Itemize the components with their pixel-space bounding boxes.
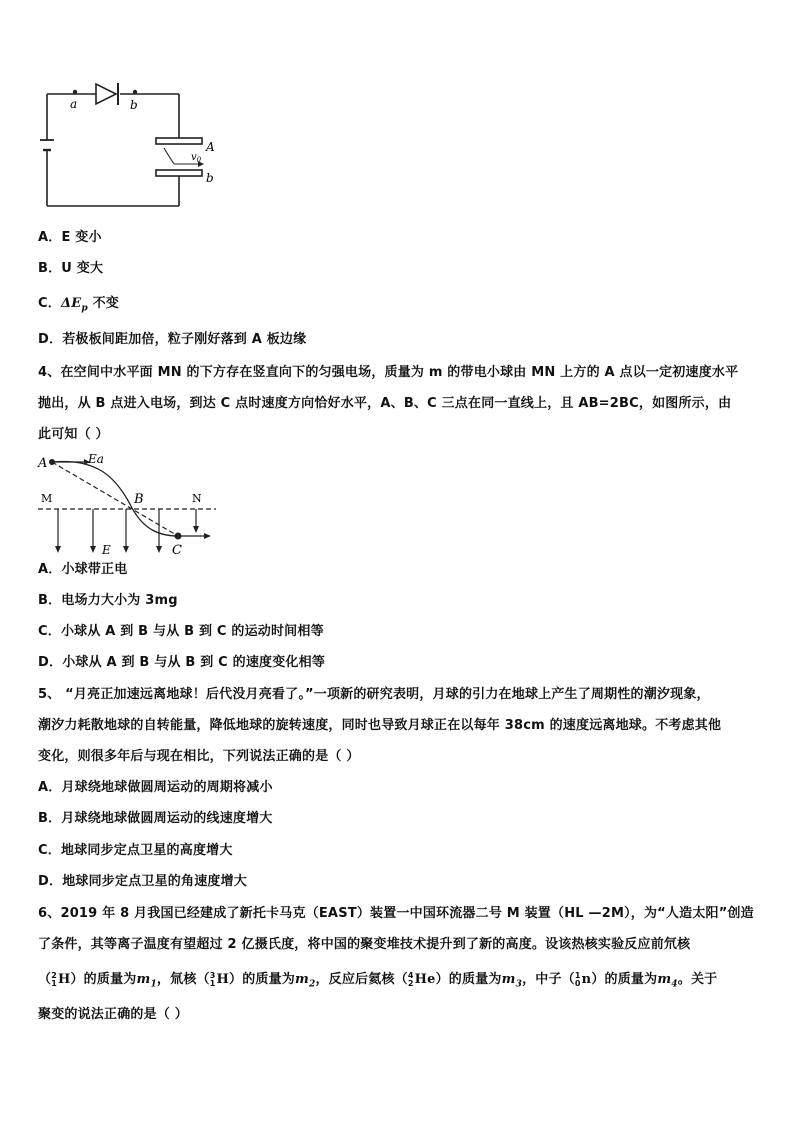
q4-option-c: C．小球从 A 到 B 与从 B 到 C 的运动时间相等 [38,624,324,639]
q5-option-d: D．地球同步定点卫星的角速度增大 [38,874,247,889]
velocity-label-Ea: Ea [88,452,104,466]
q3-option-c-formula: $\Delta E_p$ [60,296,88,314]
isotope-tritium: 3 1 [209,970,216,988]
mass-m1: $m_1$ [136,972,157,990]
q3-option-c-suffix: 不变 [87,296,119,311]
q3-option-a: A．E 变小 [38,230,102,245]
q3-option-c [38,295,764,318]
q4-option-a: A．小球带正电 [38,562,128,577]
line-label-N: N [192,492,202,505]
q5-option-a: A．月球绕地球做圆周运动的周期将减小 [38,780,273,795]
q3-option-d: D．若极板间距加倍，粒子刚好落到 A 板边缘 [38,332,307,347]
q4-stem-line3: 此可知（ ） [38,427,109,442]
isotope-neutron: 1 0 [574,970,581,988]
q3-option-b: B．U 变大 [38,261,104,276]
plate-label-A: A [206,140,215,154]
q6-stem-line1: 6、2019 年 8 月我国已经建成了新托卡马克（EAST）装置一中国环流器二号 M 装置（HL —2M），为“人造太阳”创造 [38,906,754,921]
q5-option-b: B．月球绕地球做圆周运动的线速度增大 [38,811,273,826]
q5-stem-line3: 变化，则很多年后与现在相比，下列说法正确的是（ ） [38,749,360,764]
q5-stem-line2: 潮汐力耗散地球的自转能量，降低地球的旋转速度，同时也导致月球正在以每年 38cm 的速度远离地球。不考虑其他 [38,718,722,733]
q3-option-c-prefix: C． [38,296,61,311]
point-label-C: C [172,543,182,558]
isotope-deuterium: 2 1 [51,970,57,988]
q4-option-b: B．电场力大小为 3mg [38,593,178,608]
velocity-label: $v_0$ [191,152,202,164]
mass-m4: $m_4$ [657,972,678,990]
q6-stem-line4: 聚变的说法正确的是（ ） [38,1007,188,1022]
node-label-a: a [70,97,78,111]
projectile-field-figure [36,446,226,558]
mass-m2: $m_2$ [295,972,316,990]
plate-label-b: b [206,171,214,185]
node-label-b: b [130,98,138,112]
isotope-helium: 4 2 [407,970,414,988]
capacitor-circuit-figure [38,78,228,213]
point-label-B: B [134,492,144,507]
q4-option-d: D．小球从 A 到 B 与从 B 到 C 的速度变化相等 [38,655,326,670]
mass-m3: $m_3$ [501,972,523,990]
line-label-M: M [41,492,53,505]
q5-stem-line1: 5、 “月亮正加速远离地球！后代没月亮看了。”一项新的研究表明，月球的引力在地球上产生了周期性的潮汐现象， [38,687,710,702]
q4-stem-line2: 抛出，从 B 点进入电场，到达 C 点时速度方向恰好水平，A、B、C 三点在同一直线上，且 AB=2BC，如图所示，由 [38,396,732,411]
q5-option-c: C．地球同步定点卫星的高度增大 [38,843,233,858]
q6-stem-line3: （ 2 1 H）的质量为$m_1$，氚核（ 3 1 H）的质量为$m_2$，反应后氦核（ 4 2 He）的质量为$m_3$，中子（ 1 0 n）的质量为$m_4$。关于 [38,970,718,990]
point-label-A: A [38,456,48,471]
field-label-E: E [102,543,111,557]
q4-stem-line1: 4、在空间中水平面 MN 的下方存在竖直向下的匀强电场，质量为 m 的带电小球由 MN 上方的 A 点以一定初速度水平 [38,365,739,380]
q6-stem-line2: 了条件，其等离子温度有望超过 2 亿摄氏度，将中国的聚变堆技术提升到了新的高度。设该热核实验反应前氘核 [38,937,691,952]
